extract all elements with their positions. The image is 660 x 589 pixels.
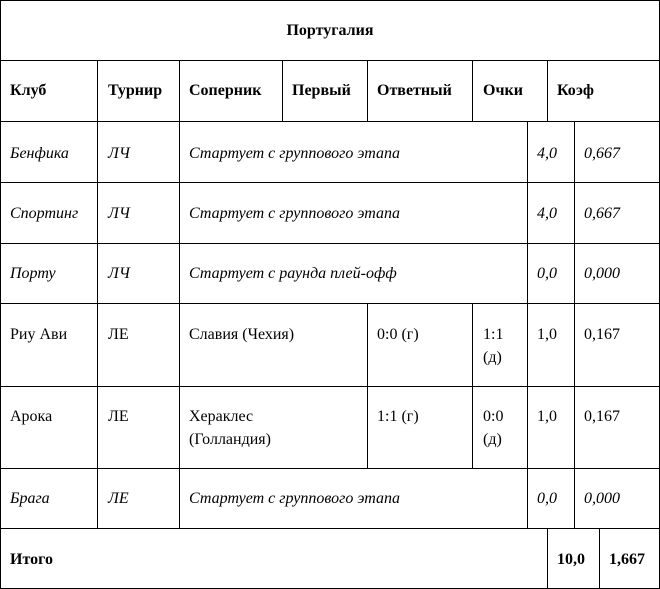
cell-first: 0:0 (г) <box>377 326 419 343</box>
rule-v <box>472 303 473 468</box>
cell-note: Стартует с раунда плей-офф <box>189 265 397 282</box>
cell-club: Риу Ави <box>10 326 68 343</box>
rule-v <box>97 60 98 121</box>
cell-coef: 0,167 <box>584 408 620 425</box>
cell-note: Стартует с группового этапа <box>189 205 400 222</box>
header-points: Очки <box>483 82 523 99</box>
rule-v <box>179 121 180 528</box>
cell-club: Порту <box>10 265 56 282</box>
rule-v <box>547 528 548 589</box>
cell-first: 1:1 (г) <box>377 408 419 425</box>
cell-tournament: ЛЕ <box>108 326 129 343</box>
rule-v <box>97 121 98 528</box>
rule-row-4 <box>0 386 660 387</box>
cell-club: Брага <box>10 490 50 507</box>
rule-title <box>0 60 660 61</box>
rule-v <box>472 60 473 121</box>
cell-club: Арока <box>10 408 53 425</box>
cell-coef: 0,667 <box>584 145 620 162</box>
cell-note: Стартует с группового этапа <box>189 145 400 162</box>
total-points: 10,0 <box>557 551 585 568</box>
rule-v <box>547 60 548 121</box>
rule-row-5 <box>0 468 660 469</box>
cell-points: 1,0 <box>537 408 557 425</box>
cell-note: Стартует с группового этапа <box>189 490 400 507</box>
rule-header <box>0 121 660 122</box>
cell-opponent: (Голландия) <box>189 431 271 448</box>
rule-row-6 <box>0 528 660 529</box>
rule-row-1 <box>0 182 660 183</box>
cell-club: Спортинг <box>10 205 79 222</box>
header-tournament: Турнир <box>108 82 163 99</box>
rule-v <box>179 60 180 121</box>
cell-points: 1,0 <box>537 326 557 343</box>
header-coef: Коэф <box>557 82 594 99</box>
cell-points: 0,0 <box>537 265 557 282</box>
cell-tournament: ЛЧ <box>108 145 130 162</box>
cell-coef: 0,000 <box>584 490 620 507</box>
rule-row-3 <box>0 303 660 304</box>
header-club: Клуб <box>10 82 47 99</box>
rule-v <box>527 121 528 528</box>
rule-v <box>574 121 575 528</box>
rule-v <box>282 60 283 121</box>
table-title: Португалия <box>286 22 374 39</box>
header-first: Первый <box>292 82 351 99</box>
header-opponent: Соперник <box>189 82 262 99</box>
rule-v <box>599 528 600 589</box>
cell-points: 4,0 <box>537 145 557 162</box>
cell-tournament: ЛЕ <box>108 490 129 507</box>
cell-tournament: ЛЧ <box>108 265 130 282</box>
cell-tournament: ЛЕ <box>108 408 129 425</box>
rule-row-2 <box>0 243 660 244</box>
rule-v <box>367 303 368 468</box>
cell-opponent: Хераклес <box>189 408 254 425</box>
cell-coef: 0,000 <box>584 265 620 282</box>
cell-coef: 0,667 <box>584 205 620 222</box>
total-coef: 1,667 <box>609 551 645 568</box>
cell-return: 1:1 <box>483 326 504 343</box>
cell-points: 0,0 <box>537 490 557 507</box>
cell-return: (д) <box>483 431 502 448</box>
total-label: Итого <box>10 551 53 568</box>
rule-v <box>367 60 368 121</box>
cell-opponent: Славия (Чехия) <box>189 326 295 343</box>
cell-points: 4,0 <box>537 205 557 222</box>
cell-club: Бенфика <box>10 145 69 162</box>
cell-coef: 0,167 <box>584 326 620 343</box>
cell-return: (д) <box>483 349 502 366</box>
cell-tournament: ЛЧ <box>108 205 130 222</box>
cell-return: 0:0 <box>483 408 504 425</box>
header-return: Ответный <box>377 82 452 99</box>
